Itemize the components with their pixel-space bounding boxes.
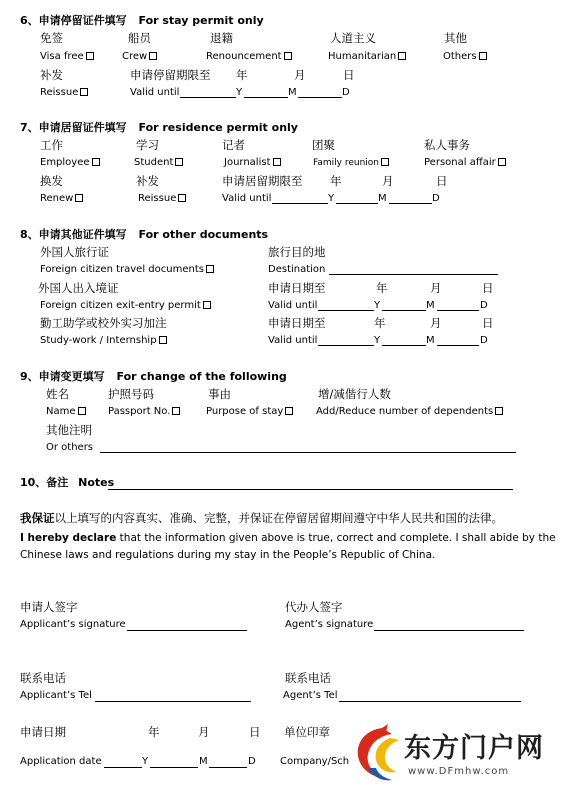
- employee-label: Employee: [40, 157, 90, 168]
- month-label-cn-7: 月: [382, 174, 394, 188]
- y-label: Y: [236, 87, 243, 98]
- declaration-en-text-1: that the information given above is true, correct and complete. I shall abide by the: [116, 532, 556, 544]
- study-work-label: Study-work / Internship: [40, 335, 157, 346]
- applicant-tel-field[interactable]: [95, 701, 251, 702]
- study-day-field[interactable]: [437, 345, 479, 346]
- y-label-8a: Y: [374, 300, 381, 311]
- declaration-cn: [20, 511, 503, 525]
- reissue-checkbox-7[interactable]: [178, 194, 186, 202]
- student-option[interactable]: [134, 157, 183, 169]
- declaration-cn-text: 以上填写的内容真实、准确、完整，并保证在停留居留期间遵守中华人民共和国的法律。: [54, 511, 503, 525]
- family-reunion-checkbox[interactable]: [381, 158, 389, 166]
- employee-option[interactable]: [40, 157, 100, 169]
- agent-signature-field[interactable]: [374, 630, 524, 631]
- section-9-heading: [20, 370, 287, 384]
- visa-free-label-cn: 免签: [40, 31, 63, 45]
- personal-affair-label: Personal affair: [424, 157, 496, 168]
- application-year-field[interactable]: [104, 767, 142, 768]
- renouncement-label-cn: 退籍: [210, 31, 233, 45]
- year-label-cn-sig: 年: [148, 725, 160, 739]
- application-day-field[interactable]: [209, 767, 247, 768]
- agent-tel-field[interactable]: [339, 701, 521, 702]
- or-others-label: Or others: [46, 442, 94, 453]
- exit-entry-option[interactable]: [40, 300, 211, 312]
- agent-signature-label-cn: 代办人签字: [285, 600, 343, 614]
- student-checkbox[interactable]: [175, 158, 183, 166]
- watermark-url: www.DFmhw.com: [408, 766, 510, 777]
- study-work-label-cn: 勤工助学或校外实习加注: [40, 316, 167, 330]
- purpose-label: Purpose of stay: [206, 406, 284, 417]
- others-label-cn: 其他: [444, 31, 467, 45]
- watermark-name: 东方门户网: [404, 733, 544, 764]
- month-label-cn-8a: 月: [430, 281, 442, 295]
- company-seal-label: Company/Sch: [280, 756, 350, 767]
- family-reunion-option[interactable]: [313, 157, 389, 169]
- applicant-signature-field[interactable]: [127, 630, 247, 631]
- exit-year-field[interactable]: [318, 310, 374, 311]
- study-date-label-cn: 申请日期至: [268, 316, 326, 330]
- passport-label: Passport No.: [108, 406, 171, 417]
- renouncement-checkbox[interactable]: [284, 52, 292, 60]
- year-label-cn-8a: 年: [376, 281, 388, 295]
- section-8-title-cn: 8、申请其他证件填写: [20, 228, 127, 241]
- d-label: D: [342, 87, 350, 98]
- journalist-label-cn: 记者: [222, 138, 245, 152]
- purpose-label-cn: 事由: [208, 387, 231, 401]
- dependents-label-cn: 增/减偕行人数: [318, 387, 391, 401]
- renouncement-label: Renouncement: [206, 51, 282, 62]
- notes-field[interactable]: [108, 489, 513, 490]
- stay-month-field[interactable]: [244, 97, 288, 98]
- passport-option[interactable]: [108, 406, 180, 418]
- d-label-7: D: [432, 193, 440, 204]
- destination-label: Destination: [268, 264, 326, 275]
- family-reunion-label-cn: 团聚: [312, 138, 335, 152]
- d-label-sig: D: [248, 756, 256, 767]
- applicant-tel-label: Applicant’s Tel: [20, 690, 92, 701]
- personal-affair-checkbox[interactable]: [498, 158, 506, 166]
- month-label-cn: 月: [294, 68, 306, 82]
- exit-entry-checkbox[interactable]: [203, 301, 211, 309]
- employee-label-cn: 工作: [40, 138, 63, 152]
- month-label-cn-8b: 月: [430, 316, 442, 330]
- exit-date-label-cn: 申请日期至: [268, 281, 326, 295]
- student-label: Student: [134, 157, 174, 168]
- humanitarian-option[interactable]: [328, 51, 406, 63]
- reissue-label-cn: 补发: [40, 68, 63, 82]
- family-reunion-label: Family reunion: [313, 158, 379, 168]
- renew-label-cn: 换发: [40, 174, 63, 188]
- applicant-signature-label-cn: 申请人签字: [20, 600, 78, 614]
- renew-checkbox[interactable]: [75, 194, 83, 202]
- section-10-title-en: Notes: [78, 476, 115, 489]
- reissue-checkbox[interactable]: [80, 88, 88, 96]
- m-label-sig: M: [199, 756, 208, 767]
- journalist-label: Journalist: [224, 157, 271, 168]
- others-option[interactable]: [443, 51, 487, 63]
- renew-label: Renew: [40, 193, 74, 204]
- section-8-heading: [20, 228, 268, 242]
- application-date-label: Application date: [20, 756, 102, 767]
- y-label-7: Y: [328, 193, 335, 204]
- year-label-cn: 年: [236, 68, 248, 82]
- section-7-heading: [20, 121, 298, 135]
- stay-day-field[interactable]: [298, 97, 342, 98]
- agent-signature-label: Agent’s signature: [285, 619, 374, 630]
- crew-label-cn: 船员: [128, 31, 151, 45]
- applicant-tel-label-cn: 联系电话: [20, 671, 66, 685]
- applicant-signature-label: Applicant’s signature: [20, 619, 126, 630]
- travel-doc-label-cn: 外国人旅行证: [40, 245, 109, 259]
- exit-day-field[interactable]: [437, 310, 479, 311]
- declaration-en-line1: [20, 529, 556, 547]
- section-7-title-en: For residence permit only: [138, 121, 298, 134]
- section-9-title-cn: 9、申请变更填写: [20, 370, 105, 383]
- exit-entry-label: Foreign citizen exit-entry permit: [40, 300, 201, 311]
- journalist-option[interactable]: [224, 157, 281, 169]
- declaration-cn-bold: 我保证: [20, 511, 55, 525]
- study-year-field[interactable]: [318, 345, 374, 346]
- day-label-cn: 日: [343, 68, 355, 82]
- purpose-option[interactable]: [206, 406, 293, 418]
- m-label: M: [288, 87, 297, 98]
- d-label-8b: D: [480, 335, 488, 346]
- renouncement-option[interactable]: [206, 51, 292, 63]
- study-work-checkbox[interactable]: [159, 336, 167, 344]
- section-6-heading: [20, 14, 264, 28]
- m-label-8b: M: [426, 335, 435, 346]
- year-label-cn-7: 年: [330, 174, 342, 188]
- stay-year-field[interactable]: [180, 97, 236, 98]
- month-label-cn-sig: 月: [198, 725, 210, 739]
- visa-free-label: Visa free: [40, 51, 84, 62]
- exit-entry-label-cn: 外国人出入境证: [38, 281, 119, 295]
- residence-valid-until-cn: 申请居留期限至: [222, 174, 303, 188]
- stay-valid-until-label: Valid until: [130, 87, 180, 98]
- residence-month-field[interactable]: [336, 203, 378, 204]
- m-label-8a: M: [426, 300, 435, 311]
- day-label-cn-8a: 日: [482, 281, 494, 295]
- destination-field[interactable]: [329, 274, 498, 275]
- personal-affair-label-cn: 私人事务: [424, 138, 470, 152]
- section-9-title-en: For change of the following: [116, 370, 287, 383]
- destination-label-cn: 旅行目的地: [268, 245, 326, 259]
- dependents-option[interactable]: [316, 406, 503, 418]
- humanitarian-checkbox[interactable]: [398, 52, 406, 60]
- visa-free-option[interactable]: [40, 51, 94, 63]
- visa-free-checkbox[interactable]: [86, 52, 94, 60]
- exit-valid-until-label: Valid until: [268, 300, 318, 311]
- passport-checkbox[interactable]: [172, 407, 180, 415]
- crew-checkbox[interactable]: [149, 52, 157, 60]
- travel-doc-label: Foreign citizen travel documents: [40, 264, 204, 275]
- section-10-heading: [20, 476, 114, 490]
- study-work-option[interactable]: [40, 335, 167, 347]
- residence-day-field[interactable]: [389, 203, 432, 204]
- agent-tel-label-cn: 联系电话: [285, 671, 331, 685]
- d-label-8a: D: [480, 300, 488, 311]
- section-6-title-en: For stay permit only: [138, 14, 264, 27]
- residence-year-field[interactable]: [272, 203, 328, 204]
- renew-option[interactable]: [40, 193, 83, 205]
- declaration-en-line2: Chinese laws and regulations during my stay in the People’s Republic of China.: [20, 549, 436, 561]
- agent-tel-label: Agent’s Tel: [283, 690, 338, 701]
- study-valid-until-label: Valid until: [268, 335, 318, 346]
- reissue-label-7: Reissue: [138, 193, 177, 204]
- study-month-field[interactable]: [382, 345, 426, 346]
- others-label: Others: [443, 51, 477, 62]
- watermark-logo-icon: [352, 724, 404, 784]
- y-label-8b: Y: [374, 335, 381, 346]
- application-date-label-cn: 申请日期: [20, 725, 66, 739]
- day-label-cn-7: 日: [436, 174, 448, 188]
- y-label-sig: Y: [142, 756, 149, 767]
- year-label-cn-8b: 年: [374, 316, 386, 330]
- day-label-cn-8b: 日: [482, 316, 494, 330]
- or-others-field[interactable]: [100, 452, 516, 453]
- section-10-title-cn: 10、备注: [20, 476, 69, 489]
- reissue-label-cn-7: 补发: [136, 174, 159, 188]
- crew-option[interactable]: [122, 51, 157, 63]
- residence-valid-until-label: Valid until: [222, 193, 272, 204]
- declaration-en-bold: I hereby declare: [20, 532, 117, 544]
- day-label-cn-sig: 日: [249, 725, 261, 739]
- application-month-field[interactable]: [150, 767, 198, 768]
- humanitarian-label: Humanitarian: [328, 51, 397, 62]
- reissue-option-7[interactable]: [138, 193, 186, 205]
- crew-label: Crew: [122, 51, 148, 62]
- journalist-checkbox[interactable]: [273, 158, 281, 166]
- personal-affair-option[interactable]: [424, 157, 506, 169]
- exit-month-field[interactable]: [382, 310, 426, 311]
- purpose-checkbox[interactable]: [285, 407, 293, 415]
- humanitarian-label-cn: 人道主义: [330, 31, 376, 45]
- others-checkbox[interactable]: [479, 52, 487, 60]
- section-6-title-cn: 6、申请停留证件填写: [20, 14, 127, 27]
- watermark: [352, 722, 574, 784]
- dependents-label: Add/Reduce number of dependents: [316, 406, 494, 417]
- reissue-label: Reissue: [40, 87, 79, 98]
- name-option[interactable]: [46, 406, 86, 418]
- company-seal-label-cn: 单位印章: [284, 725, 330, 739]
- name-label-cn: 姓名: [46, 387, 69, 401]
- dependents-checkbox[interactable]: [495, 407, 503, 415]
- other-label-cn: 其他注明: [46, 423, 92, 437]
- stay-valid-until-cn: 申请停留期限至: [130, 68, 211, 82]
- name-checkbox[interactable]: [78, 407, 86, 415]
- passport-label-cn: 护照号码: [108, 387, 154, 401]
- travel-doc-checkbox[interactable]: [206, 265, 214, 273]
- section-8-title-en: For other documents: [138, 228, 269, 241]
- travel-doc-option[interactable]: [40, 264, 214, 276]
- student-label-cn: 学习: [136, 138, 159, 152]
- employee-checkbox[interactable]: [92, 158, 100, 166]
- reissue-option[interactable]: [40, 87, 88, 99]
- name-label: Name: [46, 406, 76, 417]
- m-label-7: M: [378, 193, 387, 204]
- section-7-title-cn: 7、申请居留证件填写: [20, 121, 127, 134]
